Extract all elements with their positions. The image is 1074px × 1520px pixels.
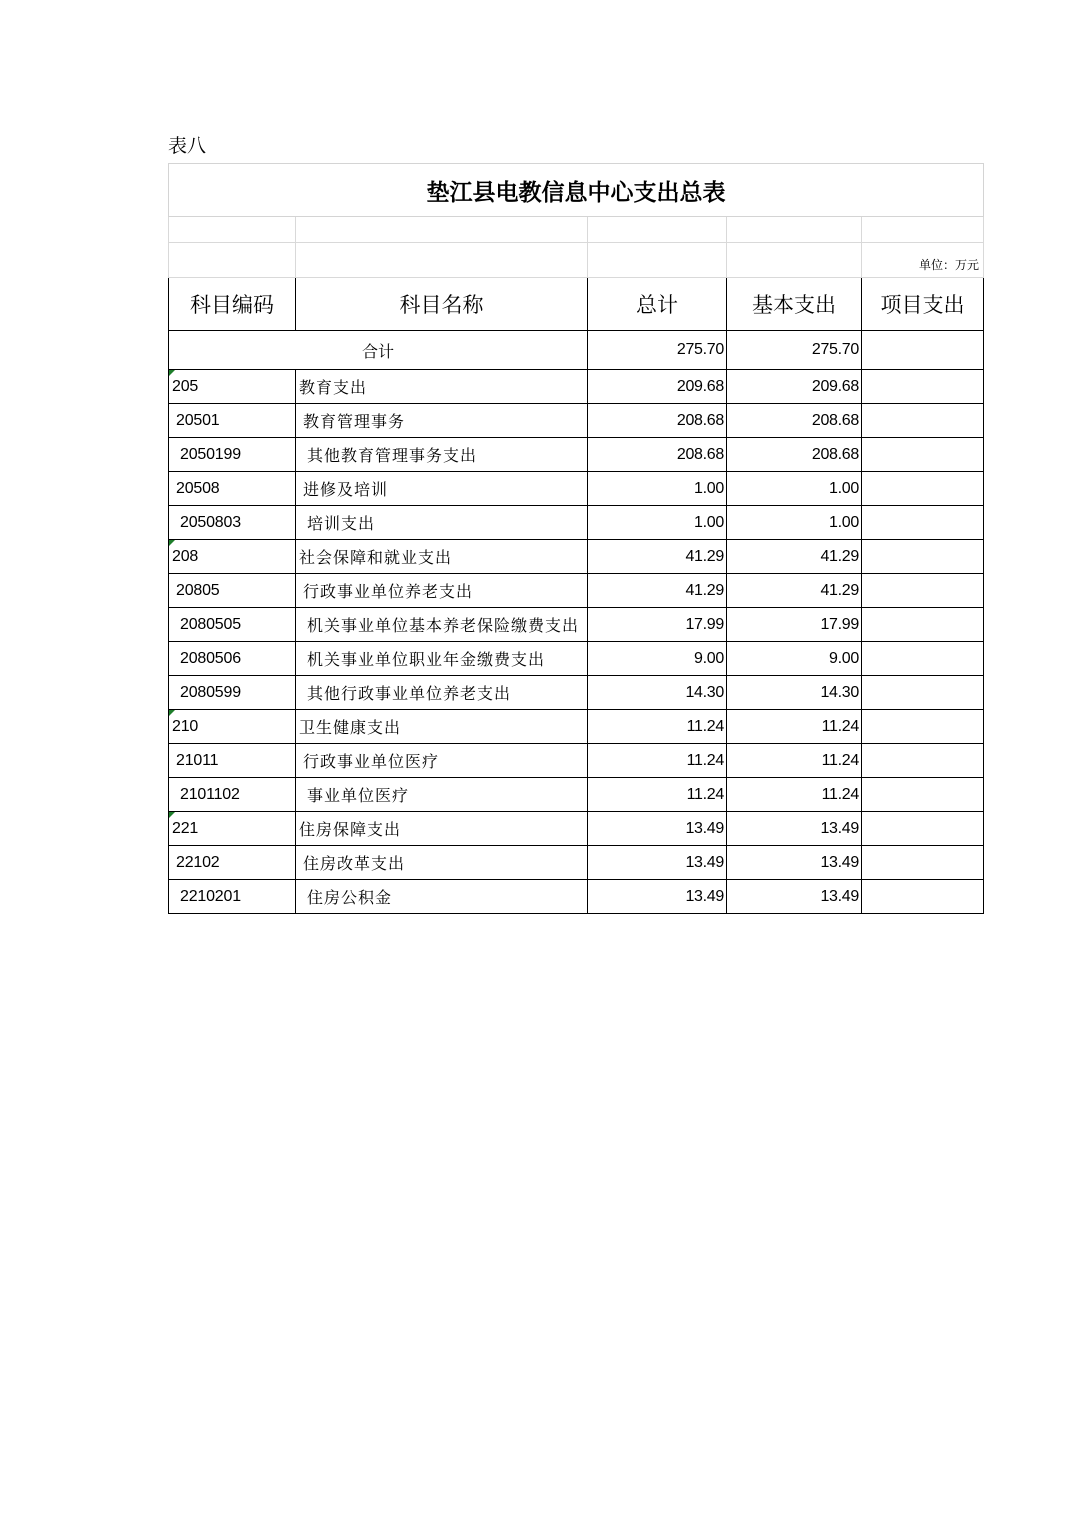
row-code <box>169 608 296 642</box>
row-total: 13.49 <box>588 846 727 880</box>
table-row <box>169 676 984 710</box>
row-basic: 11.24 <box>727 710 862 744</box>
row-project <box>862 778 984 812</box>
row-project <box>862 404 984 438</box>
row-code <box>169 642 296 676</box>
row-name: 住房保障支出 <box>296 812 588 846</box>
table-row <box>169 778 984 812</box>
total-project <box>862 331 984 370</box>
row-code-text: 2050199 <box>180 445 241 463</box>
row-name: 事业单位医疗 <box>296 778 588 812</box>
row-total: 208.68 <box>588 438 727 472</box>
row-project <box>862 676 984 710</box>
header-code: 科目编码 <box>169 278 296 331</box>
row-basic: 41.29 <box>727 574 862 608</box>
row-code-text: 2080505 <box>180 615 241 633</box>
row-code-text: 2050803 <box>180 513 241 531</box>
table-row <box>169 472 984 506</box>
row-basic: 17.99 <box>727 608 862 642</box>
table-row <box>169 404 984 438</box>
row-total: 209.68 <box>588 370 727 404</box>
row-project <box>862 472 984 506</box>
row-code-text: 21011 <box>176 751 219 769</box>
row-basic: 9.00 <box>727 642 862 676</box>
table-row <box>169 880 984 914</box>
row-project <box>862 710 984 744</box>
row-name: 教育管理事务 <box>296 404 588 438</box>
row-total: 208.68 <box>588 404 727 438</box>
row-project <box>862 608 984 642</box>
table-row <box>169 506 984 540</box>
row-name: 其他教育管理事务支出 <box>296 438 588 472</box>
row-project <box>862 744 984 778</box>
blank-row <box>169 217 984 243</box>
total-basic: 275.70 <box>727 331 862 370</box>
row-code <box>169 506 296 540</box>
table-row <box>169 608 984 642</box>
row-name: 行政事业单位养老支出 <box>296 574 588 608</box>
table-row <box>169 574 984 608</box>
row-total: 17.99 <box>588 608 727 642</box>
row-basic: 208.68 <box>727 404 862 438</box>
row-code-text: 22102 <box>176 853 220 871</box>
cell-marker-icon <box>169 812 175 818</box>
header-basic: 基本支出 <box>727 278 862 331</box>
total-row <box>169 331 984 370</box>
cell-marker-icon <box>169 710 175 716</box>
row-name: 其他行政事业单位养老支出 <box>296 676 588 710</box>
row-code-text: 2210201 <box>180 887 241 905</box>
row-total: 11.24 <box>588 710 727 744</box>
row-code <box>169 744 296 778</box>
row-project <box>862 370 984 404</box>
row-code <box>169 880 296 914</box>
row-code-text: 208 <box>172 547 199 565</box>
row-basic: 208.68 <box>727 438 862 472</box>
row-total: 13.49 <box>588 812 727 846</box>
header-total: 总计 <box>588 278 727 331</box>
row-code <box>169 404 296 438</box>
row-code-text: 2101102 <box>180 785 240 803</box>
row-basic: 13.49 <box>727 846 862 880</box>
row-code <box>169 370 296 404</box>
row-total: 41.29 <box>588 574 727 608</box>
row-code <box>169 472 296 506</box>
table-row <box>169 744 984 778</box>
row-code-text: 20501 <box>176 411 220 429</box>
row-code <box>169 438 296 472</box>
row-code-text: 20508 <box>176 479 220 497</box>
row-name: 住房改革支出 <box>296 846 588 880</box>
row-total: 41.29 <box>588 540 727 574</box>
row-name: 进修及培训 <box>296 472 588 506</box>
cell-marker-icon <box>169 370 175 376</box>
row-name: 机关事业单位职业年金缴费支出 <box>296 642 588 676</box>
row-project <box>862 812 984 846</box>
row-project <box>862 506 984 540</box>
cell-marker-icon <box>169 540 175 546</box>
row-basic: 11.24 <box>727 744 862 778</box>
row-name: 行政事业单位医疗 <box>296 744 588 778</box>
row-project <box>862 642 984 676</box>
title-row <box>169 164 984 217</box>
row-total: 9.00 <box>588 642 727 676</box>
row-name: 社会保障和就业支出 <box>296 540 588 574</box>
row-project <box>862 846 984 880</box>
row-project <box>862 574 984 608</box>
row-code-text: 2080506 <box>180 649 241 667</box>
table-row <box>169 540 984 574</box>
row-basic: 11.24 <box>727 778 862 812</box>
row-code <box>169 846 296 880</box>
row-total: 11.24 <box>588 778 727 812</box>
row-code <box>169 812 296 846</box>
table-row <box>169 710 984 744</box>
expenditure-table <box>168 163 984 914</box>
row-code-text: 205 <box>172 377 199 395</box>
row-basic: 14.30 <box>727 676 862 710</box>
row-code <box>169 676 296 710</box>
row-name: 培训支出 <box>296 506 588 540</box>
total-label: 合计 <box>169 331 588 370</box>
row-total: 11.24 <box>588 744 727 778</box>
row-total: 1.00 <box>588 506 727 540</box>
row-code <box>169 574 296 608</box>
table-row <box>169 812 984 846</box>
header-row <box>169 278 984 331</box>
row-name: 机关事业单位基本养老保险缴费支出 <box>296 608 588 642</box>
row-code-text: 2080599 <box>180 683 241 701</box>
row-name: 教育支出 <box>296 370 588 404</box>
row-basic: 209.68 <box>727 370 862 404</box>
row-name: 卫生健康支出 <box>296 710 588 744</box>
row-basic: 13.49 <box>727 880 862 914</box>
row-basic: 1.00 <box>727 506 862 540</box>
row-basic: 41.29 <box>727 540 862 574</box>
unit-label: 单位：万元 <box>862 243 984 278</box>
row-code <box>169 778 296 812</box>
row-basic: 13.49 <box>727 812 862 846</box>
row-code <box>169 710 296 744</box>
row-total: 1.00 <box>588 472 727 506</box>
table-row <box>169 642 984 676</box>
header-name: 科目名称 <box>296 278 588 331</box>
row-total: 14.30 <box>588 676 727 710</box>
table-row <box>169 438 984 472</box>
table-row <box>169 370 984 404</box>
row-project <box>862 438 984 472</box>
row-basic: 1.00 <box>727 472 862 506</box>
table-row <box>169 846 984 880</box>
row-code-text: 210 <box>172 717 199 735</box>
sheet-label: 表八 <box>168 135 207 157</box>
row-project <box>862 540 984 574</box>
table-title: 垫江县电教信息中心支出总表 <box>169 164 984 217</box>
row-name: 住房公积金 <box>296 880 588 914</box>
total-total: 275.70 <box>588 331 727 370</box>
header-project: 项目支出 <box>862 278 984 331</box>
row-code <box>169 540 296 574</box>
row-project <box>862 880 984 914</box>
row-code-text: 20805 <box>176 581 220 599</box>
row-code-text: 221 <box>172 819 199 837</box>
row-total: 13.49 <box>588 880 727 914</box>
unit-row <box>169 243 984 278</box>
